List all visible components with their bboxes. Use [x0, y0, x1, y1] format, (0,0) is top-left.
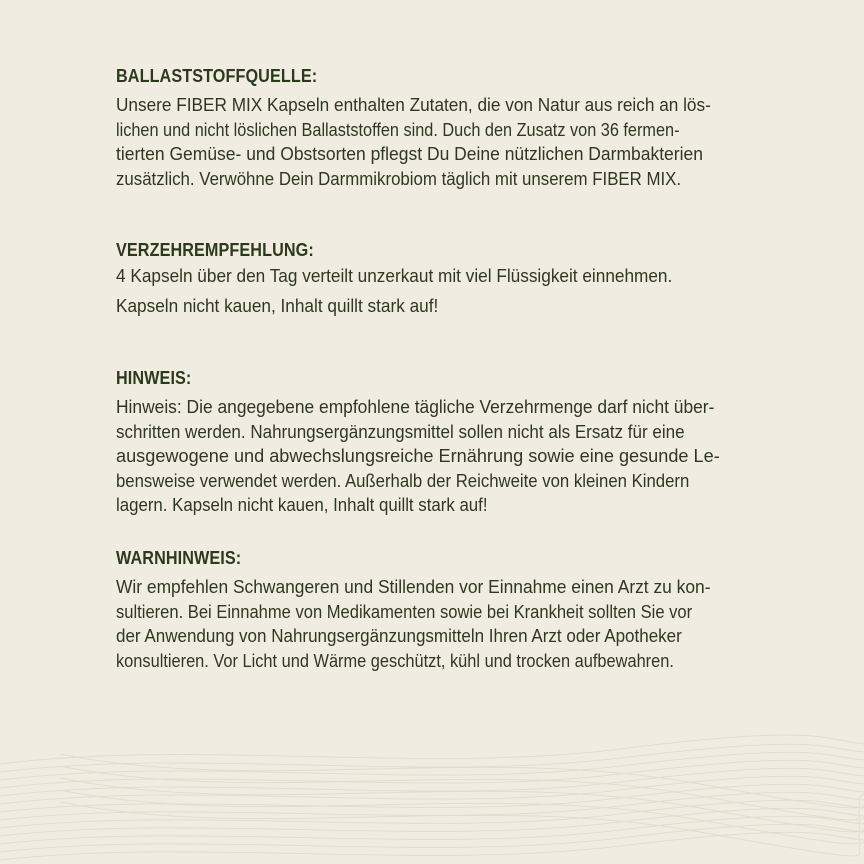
text-line: tierten Gemüse- und Obstsorten pflegst Du Deine nützlichen Darmbakterien	[116, 143, 703, 164]
warning-section	[116, 548, 756, 673]
warning-heading: WARNHINWEIS:	[116, 548, 242, 568]
text-line: Wir empfehlen Schwangeren und Stillenden vor Einnahme einen Arzt zu kon-	[116, 576, 711, 597]
text-line: zusätzlich. Verwöhne Dein Darmmikrobiom täglich mit unserem FIBER MIX.	[116, 167, 682, 189]
text-line: lichen und nicht löslichen Ballaststoffen sind. Duch den Zusatz von 36 fermen-	[116, 118, 680, 140]
fiber-source-text	[116, 93, 756, 191]
notice-heading: HINWEIS:	[116, 368, 192, 388]
decorative-waves	[0, 734, 864, 864]
text-line: ausgewogene und abwechslungsreiche Ernährung sowie eine gesunde Le-	[116, 445, 720, 466]
fiber-source-section	[116, 66, 756, 191]
text-line: Unsere FIBER MIX Kapseln enthalten Zutaten, die von Natur aus reich an lös-	[116, 94, 711, 115]
text-line: 4 Kapseln über den Tag verteilt unzerkaut mit viel Flüssigkeit einnehmen.	[116, 265, 673, 286]
notice-text	[116, 395, 756, 518]
text-line: konsultieren. Vor Licht und Wärme geschützt, kühl und trocken aufbewahren.	[116, 649, 674, 671]
intake-recommendation-heading: VERZEHREMPFEHLUNG:	[116, 240, 314, 260]
warning-text	[116, 575, 756, 673]
text-line: Kapseln nicht kauen, Inhalt quillt stark auf!	[116, 295, 439, 316]
text-line: sultieren. Bei Einnahme von Medikamenten sowie bei Krankheit sollten Sie vor	[116, 600, 693, 622]
intake-recommendation-section	[116, 240, 756, 321]
notice-section	[116, 368, 756, 518]
text-line: lagern. Kapseln nicht kauen, Inhalt quillt stark auf!	[116, 494, 488, 515]
text-line: schritten werden. Nahrungsergänzungsmittel sollen nicht als Ersatz für eine	[116, 420, 685, 442]
fiber-source-heading: BALLASTSTOFFQUELLE:	[116, 66, 318, 86]
intake-recommendation-text	[116, 261, 756, 321]
text-line: Hinweis: Die angegebene empfohlene tägliche Verzehrmenge darf nicht über-	[116, 396, 715, 417]
text-line: bensweise verwendet werden. Außerhalb der Reichweite von kleinen Kindern	[116, 469, 690, 491]
text-line: der Anwendung von Nahrungsergänzungsmitteln Ihren Arzt oder Apotheker	[116, 625, 682, 646]
